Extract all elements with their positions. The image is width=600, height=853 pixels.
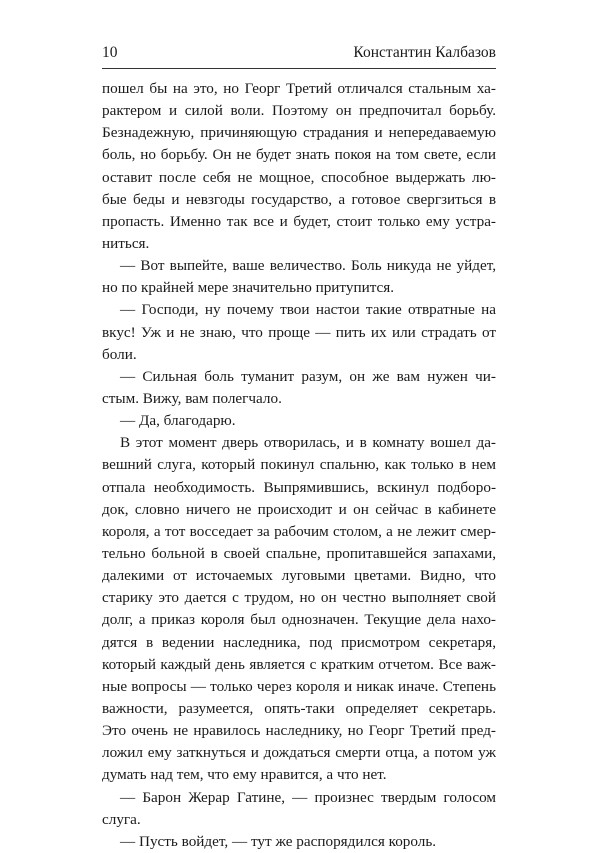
text-line: оставит после себя не мощное, способное выдержать лю- (102, 168, 496, 186)
text-line: долг, а приказ короля был однозначен. Текущие дела нахо- (102, 611, 496, 629)
text-line: дятся в ведении наследника, под присмотром секретаря, (102, 633, 496, 651)
text-line: Безнадежную, причиняющую страдания и непередаваемую (102, 124, 496, 142)
text-line: ложил ему заткнуться и дождаться смерти отца, а потом уж (102, 744, 496, 762)
running-head-author: Константин Калбазов (353, 44, 496, 61)
text-line: рактером и силой воли. Поэтому он предпочитал борьбу. (102, 102, 496, 120)
page-number: 10 (102, 44, 118, 61)
text-line: боли. (102, 345, 137, 363)
text-line: — Пусть войдет, — тут же распорядился король. (120, 832, 437, 850)
text-line: — Да, благодарю. (120, 412, 236, 430)
text-line: короля, а тот восседает за рабочим столом, а не лежит смер- (102, 522, 496, 540)
text-line: но по крайней мере значительно притупится. (102, 279, 395, 297)
text-line: ниться. (102, 234, 150, 252)
text-line: важности, разумеется, опять-таки определяет секретарь. (102, 699, 496, 717)
text-line: — Сильная боль туманит разум, он же вам нужен чи- (120, 367, 496, 385)
page-header (102, 44, 496, 66)
text-line: Это очень не нравилось наследнику, но Георг Третий пред- (102, 722, 496, 740)
text-line: бые беды и невзгоды государство, а готовое свергзиться в (102, 190, 496, 208)
text-line: стым. Вижу, вам полегчало. (102, 389, 282, 407)
text-line: боль, но борьбу. Он не будет знать покоя на том свете, если (102, 146, 496, 164)
text-line: — Вот выпейте, ваше величество. Боль никуда не уйдет, (120, 257, 496, 275)
text-line: вешний слуга, который покинул спальню, как только в нем (102, 456, 496, 474)
text-line: старику это дается с трудом, но он честно выполняет свой (102, 589, 496, 607)
header-rule (102, 68, 496, 69)
text-line: В этот момент дверь отворилась, и в комнату вошел да- (120, 434, 496, 452)
text-line: — Господи, ну почему твои настои такие отвратные на (120, 301, 496, 319)
text-line: пошел бы на это, но Георг Третий отличался стальным ха- (102, 80, 496, 97)
text-line: ные вопросы — только через короля и никак иначе. Степень (102, 677, 496, 695)
text-line: тельно больной в своей спальне, пропитавшейся запахами, (102, 544, 496, 562)
text-line: думать над тем, что ему нравится, а что нет. (102, 766, 387, 784)
text-line: отпала необходимость. Выпрямившись, вскинул подборо- (102, 478, 496, 496)
text-line: далекими от источаемых луговыми цветами. Видно, что (102, 567, 496, 585)
text-line: — Барон Жерар Гатине, — произнес твердым голосом (120, 788, 496, 806)
text-line: слуга. (102, 810, 141, 828)
text-line: который каждый день является с кратким отчетом. Все важ- (102, 655, 496, 673)
text-line: пропасть. Именно так все и будет, стоит только ему устра- (102, 212, 496, 230)
body-text (102, 78, 496, 853)
text-line: вкус! Уж и не знаю, что проще — пить их или страдать от (102, 323, 496, 341)
text-line: док, словно ничего не происходит и он сейчас в кабинете (102, 500, 496, 518)
